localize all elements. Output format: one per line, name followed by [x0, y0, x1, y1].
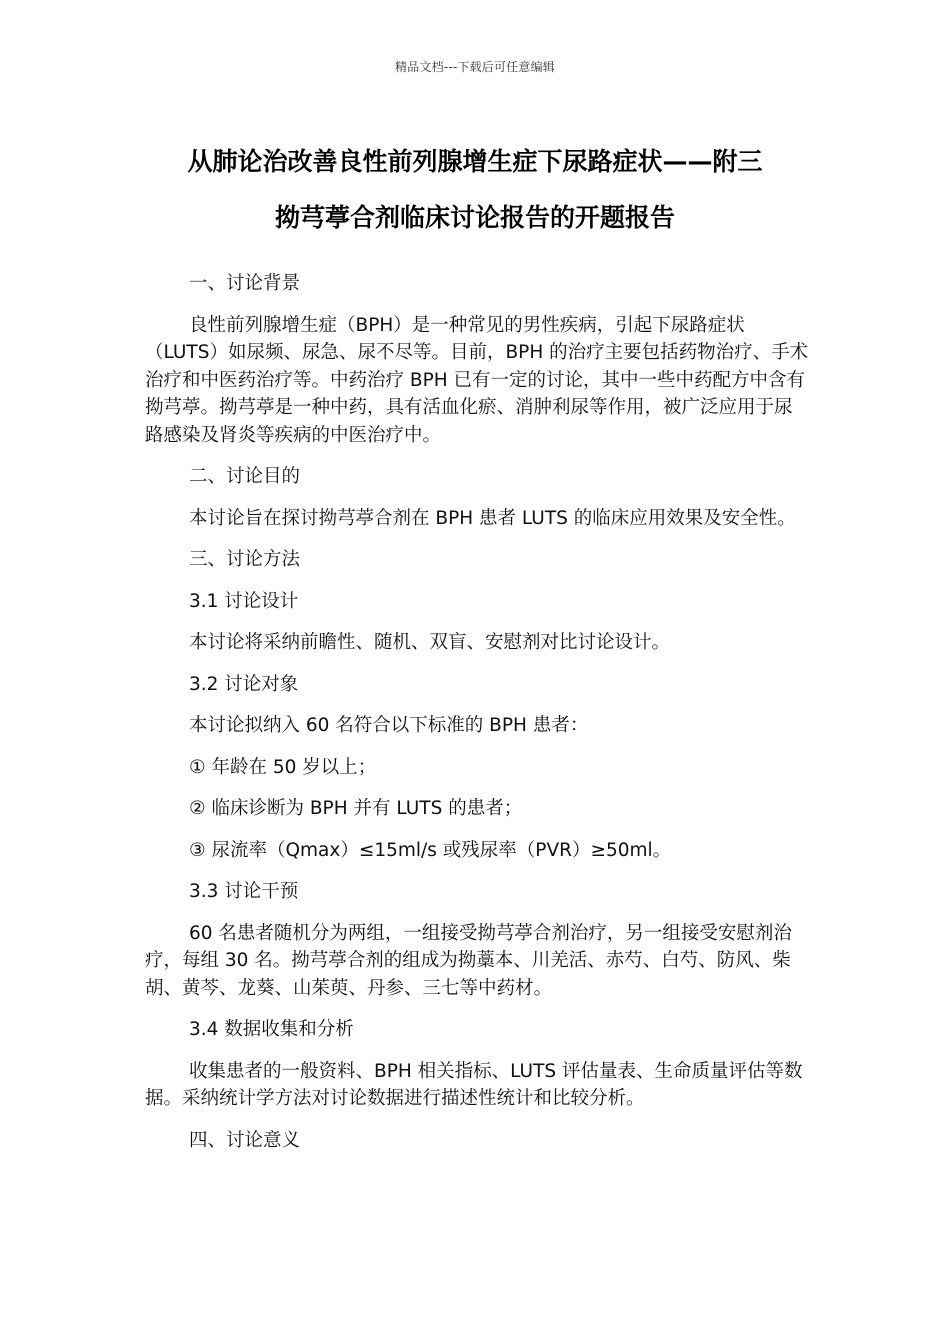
- paragraph-design: 本讨论将采纳前瞻性、随机、双盲、安慰剂对比讨论设计。: [189, 632, 671, 653]
- paragraph-intervention: 60 名患者随机分为两组，一组接受拗芎葶合剂治疗，另一组接受安慰剂治疗，每组 30 名。拗芎葶合剂的组成为拗藁本、川羌活、赤芍、白芍、防风、柴胡、黄芩、龙葵、山茱萸、丹参、三七等中药材。: [145, 922, 792, 999]
- header-note: 精品文档---下载后可任意编辑: [395, 60, 555, 74]
- paragraph-background: 良性前列腺增生症（BPH）是一种常见的男性疾病，引起下尿路症状（LUTS）如尿频、尿急、尿不尽等。目前，BPH 的治疗主要包括药物治疗、手术治疗和中医药治疗等。中药治疗 BPH 已有一定的讨论，其中一些中药配方中含有拗芎葶。拗芎葶是一种中药，具有活血化瘀、消肿利尿等作用，被广泛应用于尿路感染及肾炎等疾病的中医治疗中。: [145, 314, 809, 446]
- document-body: [145, 270, 810, 1168]
- subheading-data: 3.4 数据收集和分析: [189, 1019, 354, 1040]
- subheading-intervention: 3.3 讨论干预: [189, 881, 299, 902]
- title-line-2: 拗芎葶合剂临床讨论报告的开题报告: [274, 203, 675, 232]
- section-heading-background: 一、讨论背景: [189, 273, 301, 294]
- subheading-subjects: 3.2 讨论对象: [189, 673, 299, 695]
- paragraph-purpose: 本讨论旨在探讨拗芎葶合剂在 BPH 患者 LUTS 的临床应用效果及安全性。: [189, 507, 796, 529]
- criterion-age: ① 年龄在 50 岁以上；: [189, 756, 377, 778]
- document-title: [140, 134, 810, 246]
- criterion-diagnosis: ② 临床诊断为 BPH 并有 LUTS 的患者；: [189, 798, 523, 819]
- section-heading-methods: 三、讨论方法: [189, 549, 301, 570]
- section-heading-purpose: 二、讨论目的: [189, 466, 301, 487]
- criterion-flow-rate: ③ 尿流率（Qmax）≤15ml/s 或残尿率（PVR）≥50ml。: [189, 839, 672, 861]
- section-heading-significance: 四、讨论意义: [189, 1129, 301, 1151]
- title-line-1: 从肺论治改善良性前列腺增生症下尿路症状——附三: [187, 147, 763, 176]
- paragraph-data: 收集患者的一般资料、BPH 相关指标、LUTS 评估量表、生命质量评估等数据。采纳统计学方法对讨论数据进行描述性统计和比较分析。: [145, 1060, 803, 1109]
- paragraph-subjects: 本讨论拟纳入 60 名符合以下标准的 BPH 患者：: [189, 715, 589, 736]
- subheading-design: 3.1 讨论设计: [189, 590, 299, 612]
